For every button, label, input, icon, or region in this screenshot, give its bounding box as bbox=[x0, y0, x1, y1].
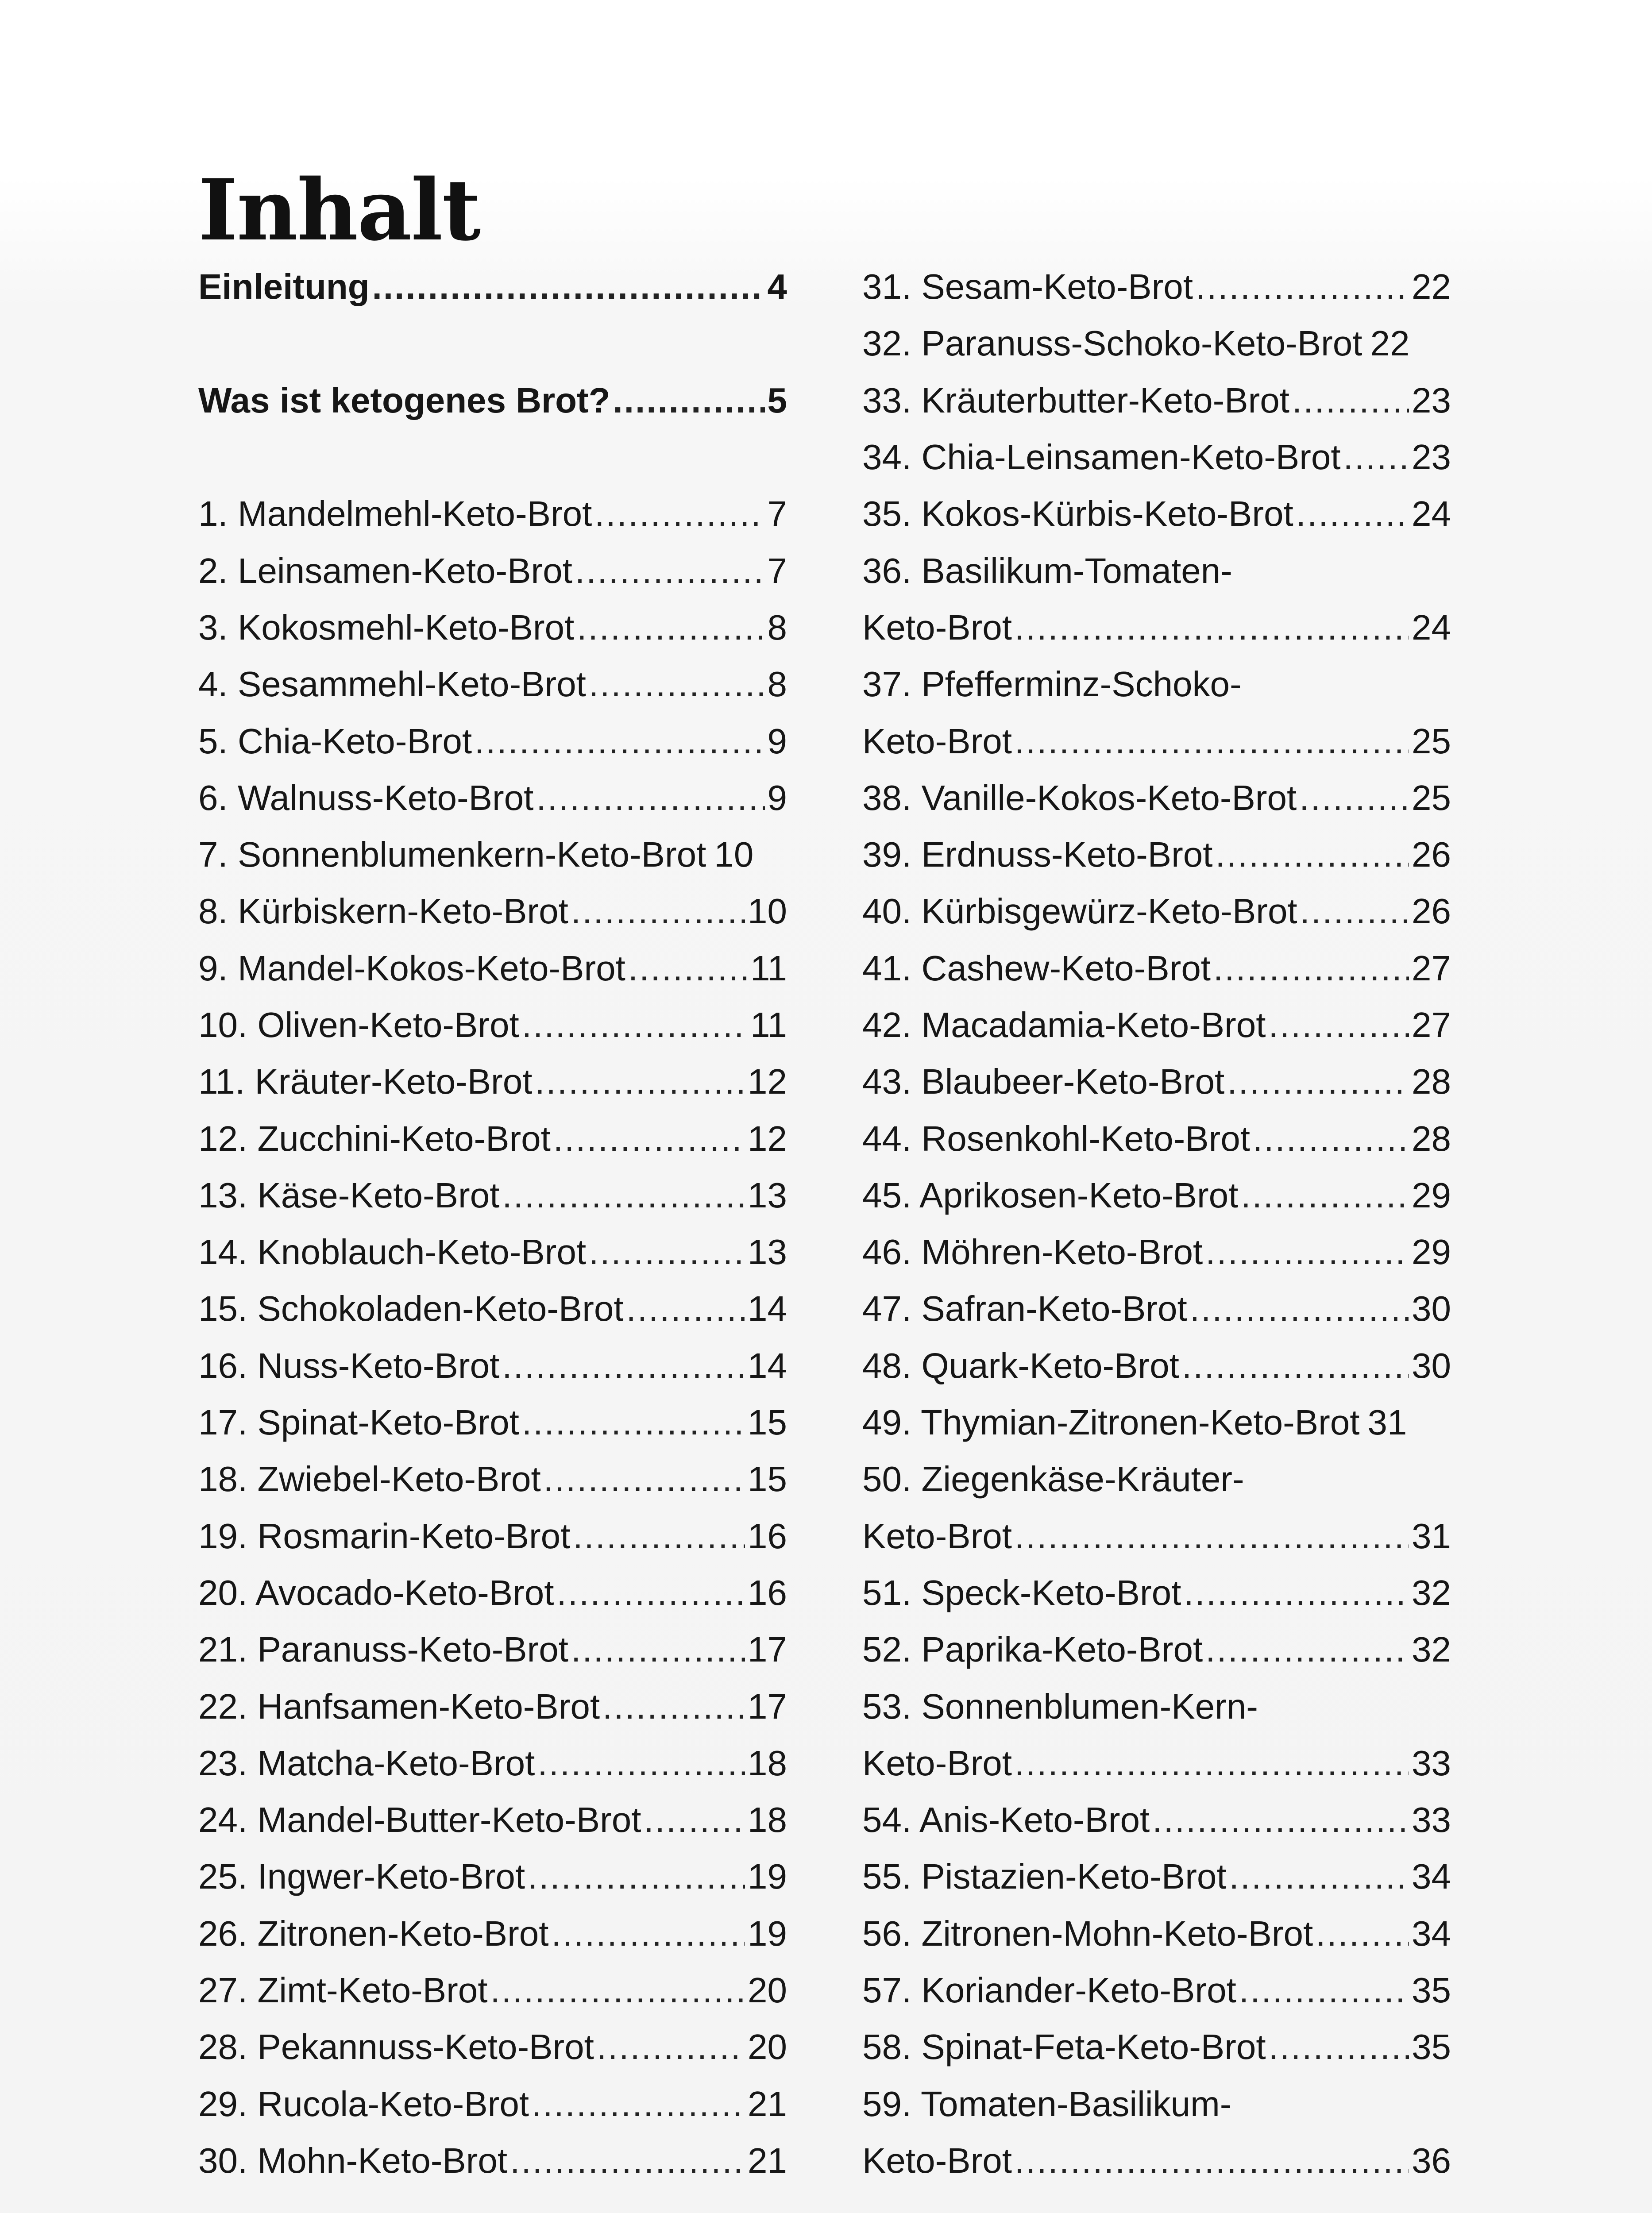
toc-entry-title: 11. Kräuter-Keto-Brot bbox=[198, 1062, 533, 1102]
toc-entry[interactable] bbox=[862, 1848, 1451, 1905]
toc-entry-page-number: 4 bbox=[767, 267, 787, 307]
toc-entry[interactable] bbox=[862, 1451, 1451, 1507]
toc-entry[interactable] bbox=[198, 2019, 787, 2075]
toc-entry-title: Keto-Brot bbox=[862, 2140, 1012, 2180]
toc-entry-title: 47. Safran-Keto-Brot bbox=[862, 1289, 1187, 1329]
toc-entry-page-number: 35 bbox=[1412, 1970, 1451, 2010]
toc-entry-title: 9. Mandel-Kokos-Keto-Brot bbox=[198, 948, 625, 988]
toc-entry-page-number: 27 bbox=[1412, 1005, 1451, 1045]
toc-leader-dots bbox=[1205, 1234, 1409, 1270]
toc-entry[interactable] bbox=[862, 2019, 1451, 2075]
toc-leader-dots bbox=[1269, 1007, 1409, 1043]
toc-entry[interactable] bbox=[862, 315, 1451, 372]
toc-leader-dots bbox=[1299, 780, 1409, 816]
toc-entry-title: 30. Mohn-Keto-Brot bbox=[198, 2140, 508, 2180]
toc-entry-page-number: 23 bbox=[1412, 380, 1451, 420]
toc-entry-title: 52. Paprika-Keto-Brot bbox=[862, 1630, 1203, 1669]
toc-entry-page-number: 29 bbox=[1412, 1232, 1451, 1272]
toc-entry-page-number: 20 bbox=[748, 1970, 787, 2010]
toc-entry-page-number: 17 bbox=[748, 1686, 787, 1726]
toc-entry[interactable] bbox=[198, 542, 787, 599]
toc-entry-page-number: 31 bbox=[1367, 1403, 1407, 1442]
toc-entry-title: 49. Thymian-Zitronen-Keto-Brot bbox=[862, 1403, 1360, 1442]
toc-leader-dots bbox=[553, 1121, 745, 1157]
toc-leader-dots bbox=[1343, 440, 1409, 475]
toc-entry[interactable] bbox=[198, 1451, 787, 1507]
toc-leader-dots bbox=[1316, 1916, 1409, 1951]
toc-leader-dots bbox=[1269, 2029, 1409, 2065]
toc-entry-title: Keto-Brot bbox=[862, 1743, 1012, 1783]
toc-entry[interactable] bbox=[198, 1905, 787, 1962]
toc-entry-title: 24. Mandel-Butter-Keto-Brot bbox=[198, 1800, 641, 1840]
toc-leader-dots bbox=[532, 2086, 745, 2122]
toc-leader-dots bbox=[577, 610, 764, 645]
toc-entry-title: 21. Paranuss-Keto-Brot bbox=[198, 1630, 568, 1669]
toc-entry[interactable] bbox=[198, 2132, 787, 2189]
toc-entry-page-number: 26 bbox=[1412, 891, 1451, 931]
toc-leader-dots bbox=[1239, 1973, 1409, 2008]
toc-entry-title: 15. Schokoladen-Keto-Brot bbox=[198, 1289, 624, 1329]
toc-leader-dots bbox=[1015, 1746, 1409, 1781]
toc-entry[interactable] bbox=[862, 883, 1451, 940]
toc-leader-dots bbox=[1296, 496, 1409, 532]
toc-leader-dots bbox=[1015, 610, 1409, 645]
toc-entry-title: 33. Kräuterbutter-Keto-Brot bbox=[862, 380, 1289, 420]
toc-entry-title: 51. Speck-Keto-Brot bbox=[862, 1573, 1181, 1612]
toc-entry-title: 31. Sesam-Keto-Brot bbox=[862, 267, 1193, 307]
toc-entry-title: Einleitung bbox=[198, 267, 370, 307]
toc-entry-page-number: 27 bbox=[1412, 948, 1451, 988]
toc-entry[interactable] bbox=[198, 770, 787, 826]
toc-leader-dots bbox=[1015, 2143, 1409, 2178]
toc-entry-title: 3. Kokosmehl-Keto-Brot bbox=[198, 607, 575, 647]
toc-leader-dots bbox=[573, 1519, 745, 1554]
toc-leader-dots bbox=[502, 1348, 745, 1384]
toc-entry[interactable] bbox=[862, 542, 1451, 599]
toc-entry-page-number: 8 bbox=[767, 607, 787, 647]
toc-leader-dots bbox=[628, 951, 748, 986]
toc-entry-page-number: 30 bbox=[1412, 1289, 1451, 1329]
toc-entry[interactable] bbox=[198, 1224, 787, 1280]
toc-entry-page-number: 11 bbox=[750, 948, 787, 988]
toc-entry-title: 26. Zitronen-Keto-Brot bbox=[198, 1913, 549, 1953]
toc-entry-title: 28. Pekannuss-Keto-Brot bbox=[198, 2027, 594, 2067]
toc-entry[interactable] bbox=[862, 1053, 1451, 1110]
toc-entry[interactable] bbox=[862, 1621, 1451, 1678]
toc-entry-title: 22. Hanfsamen-Keto-Brot bbox=[198, 1686, 600, 1726]
toc-entry-page-number: 12 bbox=[748, 1062, 787, 1102]
toc-entry-title: 54. Anis-Keto-Brot bbox=[862, 1800, 1150, 1840]
toc-entry-title: 2. Leinsamen-Keto-Brot bbox=[198, 551, 572, 590]
toc-entry-page-number: 33 bbox=[1412, 1800, 1451, 1840]
toc-entry-title: 58. Spinat-Feta-Keto-Brot bbox=[862, 2027, 1266, 2067]
toc-leader-dots bbox=[1184, 1575, 1409, 1611]
toc-entry-title: 13. Käse-Keto-Brot bbox=[198, 1175, 500, 1215]
toc-entry[interactable] bbox=[198, 1621, 787, 1678]
page-title: Inhalt bbox=[198, 161, 480, 259]
toc-entry-title: 6. Walnuss-Keto-Brot bbox=[198, 778, 534, 817]
toc-entry-page-number: 18 bbox=[748, 1800, 787, 1840]
toc-entry-title: 41. Cashew-Keto-Brot bbox=[862, 948, 1211, 988]
toc-entry-title: 16. Nuss-Keto-Brot bbox=[198, 1346, 500, 1385]
toc-entry[interactable] bbox=[198, 1678, 787, 1735]
toc-leader-dots bbox=[1292, 383, 1409, 418]
toc-column-right bbox=[862, 258, 1451, 2189]
toc-entry[interactable] bbox=[862, 1962, 1451, 2019]
toc-leader-dots bbox=[1015, 1519, 1409, 1554]
toc-entry-page-number: 10 bbox=[748, 891, 787, 931]
toc-entry-page-number: 22 bbox=[1370, 324, 1410, 363]
toc-entry-title: 36. Basilikum-Tomaten- bbox=[862, 551, 1232, 590]
toc-entry-page-number: 5 bbox=[767, 380, 787, 420]
toc-entry-title: 50. Ziegenkäse-Kräuter- bbox=[862, 1459, 1244, 1499]
toc-entry-page-number: 15 bbox=[748, 1459, 787, 1499]
toc-entry-title: Keto-Brot bbox=[862, 607, 1012, 647]
toc-entry[interactable] bbox=[198, 940, 787, 997]
toc-entry[interactable] bbox=[198, 599, 787, 656]
toc-entry-title: Keto-Brot bbox=[862, 721, 1012, 761]
toc-leader-dots bbox=[522, 1007, 748, 1043]
toc-spacer bbox=[198, 429, 787, 486]
toc-entry-page-number: 36 bbox=[1412, 2140, 1451, 2180]
toc-entry[interactable] bbox=[862, 656, 1451, 713]
toc-entry-page-number: 24 bbox=[1412, 494, 1451, 534]
toc-entry-page-number: 23 bbox=[1412, 437, 1451, 477]
toc-leader-dots bbox=[1205, 1632, 1409, 1667]
toc-entry[interactable] bbox=[198, 1962, 787, 2019]
toc-leader-dots bbox=[536, 780, 764, 816]
toc-entry-page-number: 33 bbox=[1412, 1743, 1451, 1783]
toc-leader-dots bbox=[1213, 951, 1409, 986]
toc-leader-dots bbox=[1015, 724, 1409, 759]
toc-entry-title: 56. Zitronen-Mohn-Keto-Brot bbox=[862, 1913, 1313, 1953]
toc-entry[interactable] bbox=[198, 656, 787, 713]
toc-leader-dots bbox=[475, 724, 764, 759]
toc-entry[interactable] bbox=[862, 1678, 1451, 1735]
toc-entry-title: 27. Zimt-Keto-Brot bbox=[198, 1970, 488, 2010]
toc-entry-title: 12. Zucchini-Keto-Brot bbox=[198, 1118, 551, 1158]
toc-entry[interactable] bbox=[198, 1053, 787, 1110]
toc-leader-dots bbox=[613, 383, 765, 418]
toc-entry[interactable] bbox=[198, 1280, 787, 1337]
toc-entry-title: 48. Quark-Keto-Brot bbox=[862, 1346, 1179, 1385]
toc-leader-dots bbox=[372, 269, 765, 305]
toc-entry-title: 4. Sesammehl-Keto-Brot bbox=[198, 664, 586, 704]
toc-entry-page-number: 7 bbox=[767, 494, 787, 534]
toc-entry[interactable] bbox=[198, 1338, 787, 1394]
toc-entry-title: 40. Kürbisgewürz-Keto-Brot bbox=[862, 891, 1297, 931]
toc-entry-page-number: 17 bbox=[748, 1630, 787, 1669]
toc-entry-title: 1. Mandelmehl-Keto-Brot bbox=[198, 494, 592, 534]
toc-leader-dots bbox=[589, 667, 765, 702]
toc-entry-title: 5. Chia-Keto-Brot bbox=[198, 721, 472, 761]
toc-leader-dots bbox=[537, 1746, 745, 1781]
toc-entry-title: 14. Knoblauch-Keto-Brot bbox=[198, 1232, 587, 1272]
toc-entry-title: 57. Koriander-Keto-Brot bbox=[862, 1970, 1236, 2010]
toc-entry-page-number: 32 bbox=[1412, 1573, 1451, 1612]
toc-leader-dots bbox=[510, 2143, 745, 2178]
toc-leader-dots bbox=[502, 1178, 745, 1213]
toc-entry[interactable] bbox=[862, 486, 1451, 542]
toc-entry-page-number: 19 bbox=[748, 1857, 787, 1897]
toc-entry[interactable] bbox=[198, 1394, 787, 1451]
toc-leader-dots bbox=[1227, 1064, 1409, 1099]
toc-entry-title: 35. Kokos-Kürbis-Keto-Brot bbox=[862, 494, 1293, 534]
toc-leader-dots bbox=[626, 1291, 745, 1326]
toc-entry[interactable] bbox=[198, 826, 787, 883]
toc-entry-page-number: 13 bbox=[748, 1232, 787, 1272]
toc-entry[interactable] bbox=[862, 258, 1451, 315]
toc-leader-dots bbox=[551, 1916, 745, 1951]
toc-entry[interactable] bbox=[862, 1338, 1451, 1394]
toc-entry[interactable] bbox=[862, 1224, 1451, 1280]
toc-column-left bbox=[198, 258, 787, 2189]
toc-entry-page-number: 26 bbox=[1412, 835, 1451, 875]
toc-entry[interactable] bbox=[862, 1508, 1451, 1565]
toc-entry-page-number: 7 bbox=[767, 551, 787, 590]
toc-entry-title: 42. Macadamia-Keto-Brot bbox=[862, 1005, 1266, 1045]
toc-leader-dots bbox=[1253, 1121, 1409, 1157]
toc-entry-page-number: 24 bbox=[1412, 607, 1451, 647]
toc-leader-dots bbox=[522, 1405, 745, 1440]
toc-entry-page-number: 11 bbox=[750, 1005, 787, 1045]
toc-entry[interactable] bbox=[862, 372, 1451, 429]
toc-entry-title: 23. Matcha-Keto-Brot bbox=[198, 1743, 535, 1783]
toc-entry-page-number: 18 bbox=[748, 1743, 787, 1783]
toc-leader-dots bbox=[571, 894, 745, 929]
toc-entry[interactable] bbox=[862, 2132, 1451, 2189]
toc-entry-title: Keto-Brot bbox=[862, 1516, 1012, 1556]
toc-entry-page-number: 30 bbox=[1412, 1346, 1451, 1385]
toc-leader-dots bbox=[556, 1575, 745, 1611]
toc-entry-page-number: 13 bbox=[748, 1175, 787, 1215]
toc-entry[interactable] bbox=[198, 2076, 787, 2132]
toc-entry-page-number: 21 bbox=[748, 2084, 787, 2124]
toc-leader-dots bbox=[1215, 837, 1409, 872]
toc-entry-page-number: 16 bbox=[748, 1516, 787, 1556]
toc-entry[interactable] bbox=[862, 1565, 1451, 1621]
toc-entry-page-number: 25 bbox=[1412, 778, 1451, 817]
toc-leader-dots bbox=[1229, 1859, 1409, 1894]
toc-entry-page-number: 31 bbox=[1412, 1516, 1451, 1556]
toc-leader-dots bbox=[575, 553, 765, 589]
toc-entry[interactable] bbox=[862, 770, 1451, 826]
toc-entry[interactable] bbox=[198, 1848, 787, 1905]
toc-entry[interactable] bbox=[862, 826, 1451, 883]
toc-entry-title: 7. Sonnenblumenkern-Keto-Brot bbox=[198, 835, 706, 875]
toc-entry-title: 20. Avocado-Keto-Brot bbox=[198, 1573, 554, 1612]
toc-entry[interactable] bbox=[198, 997, 787, 1053]
toc-entry[interactable] bbox=[862, 1280, 1451, 1337]
toc-entry-title: 53. Sonnenblumen-Kern- bbox=[862, 1686, 1258, 1726]
toc-entry[interactable] bbox=[862, 1735, 1451, 1792]
toc-entry-title: 46. Möhren-Keto-Brot bbox=[862, 1232, 1203, 1272]
toc-leader-dots bbox=[594, 496, 764, 532]
toc-entry-title: 29. Rucola-Keto-Brot bbox=[198, 2084, 529, 2124]
toc-entry-page-number: 14 bbox=[748, 1289, 787, 1329]
toc-entry-page-number: 19 bbox=[748, 1913, 787, 1953]
toc-leader-dots bbox=[1152, 1802, 1409, 1838]
toc-entry-title: 18. Zwiebel-Keto-Brot bbox=[198, 1459, 541, 1499]
toc-entry-title: 37. Pfefferminz-Schoko- bbox=[862, 664, 1242, 704]
toc-entry-title: 10. Oliven-Keto-Brot bbox=[198, 1005, 519, 1045]
toc-entry[interactable] bbox=[198, 258, 787, 315]
toc-entry[interactable] bbox=[862, 599, 1451, 656]
toc-leader-dots bbox=[528, 1859, 745, 1894]
toc-entry-page-number: 22 bbox=[1412, 267, 1451, 307]
toc-leader-dots bbox=[490, 1973, 745, 2008]
toc-entry-page-number: 12 bbox=[748, 1118, 787, 1158]
toc-entry-title: 59. Tomaten-Basilikum- bbox=[862, 2084, 1232, 2124]
toc-leader-dots bbox=[1190, 1291, 1409, 1326]
toc-entry-page-number: 28 bbox=[1412, 1118, 1451, 1158]
toc-entry-page-number: 35 bbox=[1412, 2027, 1451, 2067]
toc-leader-dots bbox=[535, 1064, 745, 1099]
toc-entry-page-number: 10 bbox=[714, 835, 754, 875]
toc-entry-title: 55. Pistazien-Keto-Brot bbox=[862, 1857, 1227, 1897]
toc-entry[interactable] bbox=[862, 2076, 1451, 2132]
toc-entry-title: 38. Vanille-Kokos-Keto-Brot bbox=[862, 778, 1297, 817]
toc-entry-page-number: 34 bbox=[1412, 1913, 1451, 1953]
toc-entry-title: Was ist ketogenes Brot? bbox=[198, 380, 610, 420]
toc-entry-page-number: 15 bbox=[748, 1403, 787, 1442]
toc-entry[interactable] bbox=[862, 713, 1451, 769]
toc-entry[interactable] bbox=[862, 1167, 1451, 1224]
toc-entry[interactable] bbox=[862, 1110, 1451, 1167]
toc-entry-title: 25. Ingwer-Keto-Brot bbox=[198, 1857, 525, 1897]
toc-entry[interactable] bbox=[198, 883, 787, 940]
toc-entry-title: 17. Spinat-Keto-Brot bbox=[198, 1403, 519, 1442]
toc-entry[interactable] bbox=[862, 1792, 1451, 1848]
toc-entry-page-number: 14 bbox=[748, 1346, 787, 1385]
toc-entry-page-number: 32 bbox=[1412, 1630, 1451, 1669]
toc-entry[interactable] bbox=[198, 1167, 787, 1224]
toc-entry[interactable] bbox=[862, 429, 1451, 486]
toc-entry-page-number: 8 bbox=[767, 664, 787, 704]
toc-entry-page-number: 28 bbox=[1412, 1062, 1451, 1102]
toc-entry[interactable] bbox=[198, 372, 787, 429]
toc-entry-page-number: 20 bbox=[748, 2027, 787, 2067]
toc-entry[interactable] bbox=[198, 713, 787, 769]
toc-entry[interactable] bbox=[198, 1565, 787, 1621]
toc-entry[interactable] bbox=[198, 486, 787, 542]
toc-entry-title: 39. Erdnuss-Keto-Brot bbox=[862, 835, 1213, 875]
toc-entry[interactable] bbox=[862, 940, 1451, 997]
toc-entry-page-number: 16 bbox=[748, 1573, 787, 1612]
toc-entry[interactable] bbox=[862, 1394, 1451, 1451]
toc-leader-dots bbox=[544, 1461, 745, 1497]
toc-spacer bbox=[198, 315, 787, 372]
toc-entry[interactable] bbox=[198, 1735, 787, 1792]
toc-entry-page-number: 34 bbox=[1412, 1857, 1451, 1897]
toc-leader-dots bbox=[589, 1234, 745, 1270]
toc-leader-dots bbox=[1241, 1178, 1409, 1213]
toc-entry[interactable] bbox=[862, 1905, 1451, 1962]
toc-entry-title: 45. Aprikosen-Keto-Brot bbox=[862, 1175, 1239, 1215]
toc-entry-title: 44. Rosenkohl-Keto-Brot bbox=[862, 1118, 1251, 1158]
toc-entry[interactable] bbox=[198, 1508, 787, 1565]
toc-entry[interactable] bbox=[198, 1792, 787, 1848]
toc-leader-dots bbox=[602, 1689, 745, 1724]
toc-leader-dots bbox=[1182, 1348, 1409, 1384]
toc-leader-dots bbox=[1300, 894, 1409, 929]
toc-entry-title: 32. Paranuss-Schoko-Keto-Brot bbox=[862, 324, 1363, 363]
toc-entry[interactable] bbox=[198, 1110, 787, 1167]
toc-entry-page-number: 9 bbox=[767, 778, 787, 817]
toc-entry-title: 8. Kürbiskern-Keto-Brot bbox=[198, 891, 568, 931]
toc-entry-page-number: 9 bbox=[767, 721, 787, 761]
toc-leader-dots bbox=[644, 1802, 745, 1838]
toc-entry-title: 43. Blaubeer-Keto-Brot bbox=[862, 1062, 1225, 1102]
toc-entry-page-number: 29 bbox=[1412, 1175, 1451, 1215]
toc-leader-dots bbox=[1196, 269, 1409, 305]
toc-entry-page-number: 25 bbox=[1412, 721, 1451, 761]
toc-leader-dots bbox=[597, 2029, 745, 2065]
toc-entry-page-number: 21 bbox=[748, 2140, 787, 2180]
toc-leader-dots bbox=[571, 1632, 745, 1667]
toc-entry-title: 19. Rosmarin-Keto-Brot bbox=[198, 1516, 571, 1556]
toc-entry[interactable] bbox=[862, 997, 1451, 1053]
toc-entry-title: 34. Chia-Leinsamen-Keto-Brot bbox=[862, 437, 1341, 477]
